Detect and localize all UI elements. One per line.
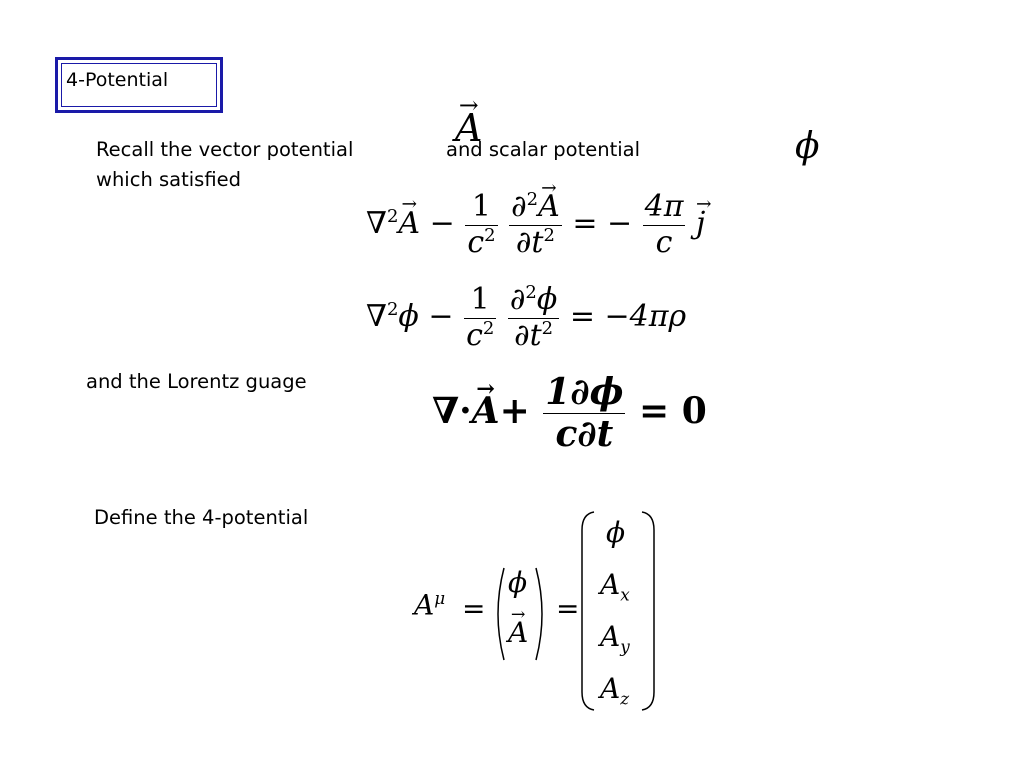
subscript-z: z [620, 688, 630, 709]
phi-symbol: ϕ [398, 299, 419, 334]
fraction-one-over-c2 [465, 190, 497, 260]
column-vector-2-az [600, 672, 629, 709]
vector-a: → A [538, 190, 560, 225]
a-symbol: A [414, 588, 435, 622]
nabla-dot: ∇· [432, 389, 472, 432]
superscript-mu: μ [434, 588, 446, 608]
nabla-symbol: ∇ [366, 299, 387, 334]
a-symbol: A [600, 672, 621, 705]
subscript-y: y [620, 636, 630, 657]
fraction-dphi-cdt [543, 372, 625, 456]
vector-a: → A [398, 206, 420, 241]
subscript-x: x [620, 584, 630, 605]
denominator-c: c [467, 224, 485, 260]
fraction-d2a-dt2 [509, 190, 562, 260]
a-symbol: A [600, 568, 621, 601]
equals-sign-2: = [556, 592, 580, 625]
column-vector-2-ax [600, 568, 630, 605]
vector-a: → A [472, 390, 500, 432]
column-vector-2-ay [600, 620, 630, 657]
slide-title: 4-Potential [66, 69, 169, 91]
vector-a-letter: → A [455, 106, 482, 150]
superscript: 2 [482, 317, 495, 339]
numerator-4pi: 4π [644, 189, 684, 224]
scalar-phi-symbol: ϕ [795, 126, 820, 167]
superscript: 2 [484, 224, 496, 246]
plus-sign: + [499, 389, 530, 432]
superscript: 2 [525, 282, 537, 303]
four-potential-lhs [414, 588, 445, 621]
wave-equation-vector [366, 190, 705, 260]
column-vector-2-phi: ϕ [606, 516, 626, 549]
nabla-symbol: ∇ [366, 206, 387, 241]
fraction-d2phi-dt2 [508, 283, 559, 353]
phi-symbol: ϕ [536, 282, 558, 317]
vector-a: → A [508, 616, 528, 649]
vector-j: → j [696, 206, 705, 241]
superscript: 2 [541, 317, 554, 339]
denominator: c∂t [555, 413, 614, 456]
recall-text-line2: which satisfied [96, 168, 241, 191]
wave-equation-scalar [366, 283, 686, 353]
numerator: 1 [471, 189, 491, 224]
lorentz-gauge-equation [432, 372, 707, 456]
partial-symbol: ∂ [511, 189, 527, 224]
denominator-dt: ∂t [515, 224, 544, 260]
minus-sign: − [428, 299, 454, 334]
denominator-c: c [466, 317, 483, 353]
minus-sign: − [429, 206, 455, 241]
fraction-4pi-over-c [643, 190, 686, 260]
superscript: 2 [526, 189, 539, 210]
column-vector-1-a [508, 616, 528, 649]
numerator: 1∂ϕ [545, 371, 624, 413]
rhs-4pi-rho: = −4πρ [569, 299, 687, 334]
equals-minus: = − [572, 206, 633, 241]
superscript: 2 [386, 299, 399, 320]
recall-text-part2: and scalar potential [446, 138, 641, 161]
fraction-one-over-c2 [464, 283, 496, 353]
superscript: 2 [543, 224, 555, 246]
numerator: 1 [470, 282, 490, 317]
a-symbol: A [600, 620, 621, 653]
denominator-dt: ∂t [514, 317, 542, 353]
title-box [55, 57, 223, 113]
lorentz-text: and the Lorentz guage [86, 370, 307, 393]
recall-text-part1: Recall the vector potential [96, 138, 354, 161]
denominator-c: c [655, 224, 673, 260]
superscript: 2 [386, 206, 399, 227]
column-vector-1-phi: ϕ [508, 566, 528, 599]
equals-sign-1: = [462, 592, 486, 625]
equals-zero: = 0 [639, 389, 707, 432]
define-text: Define the 4-potential [94, 506, 309, 529]
partial-symbol: ∂ [509, 282, 526, 317]
